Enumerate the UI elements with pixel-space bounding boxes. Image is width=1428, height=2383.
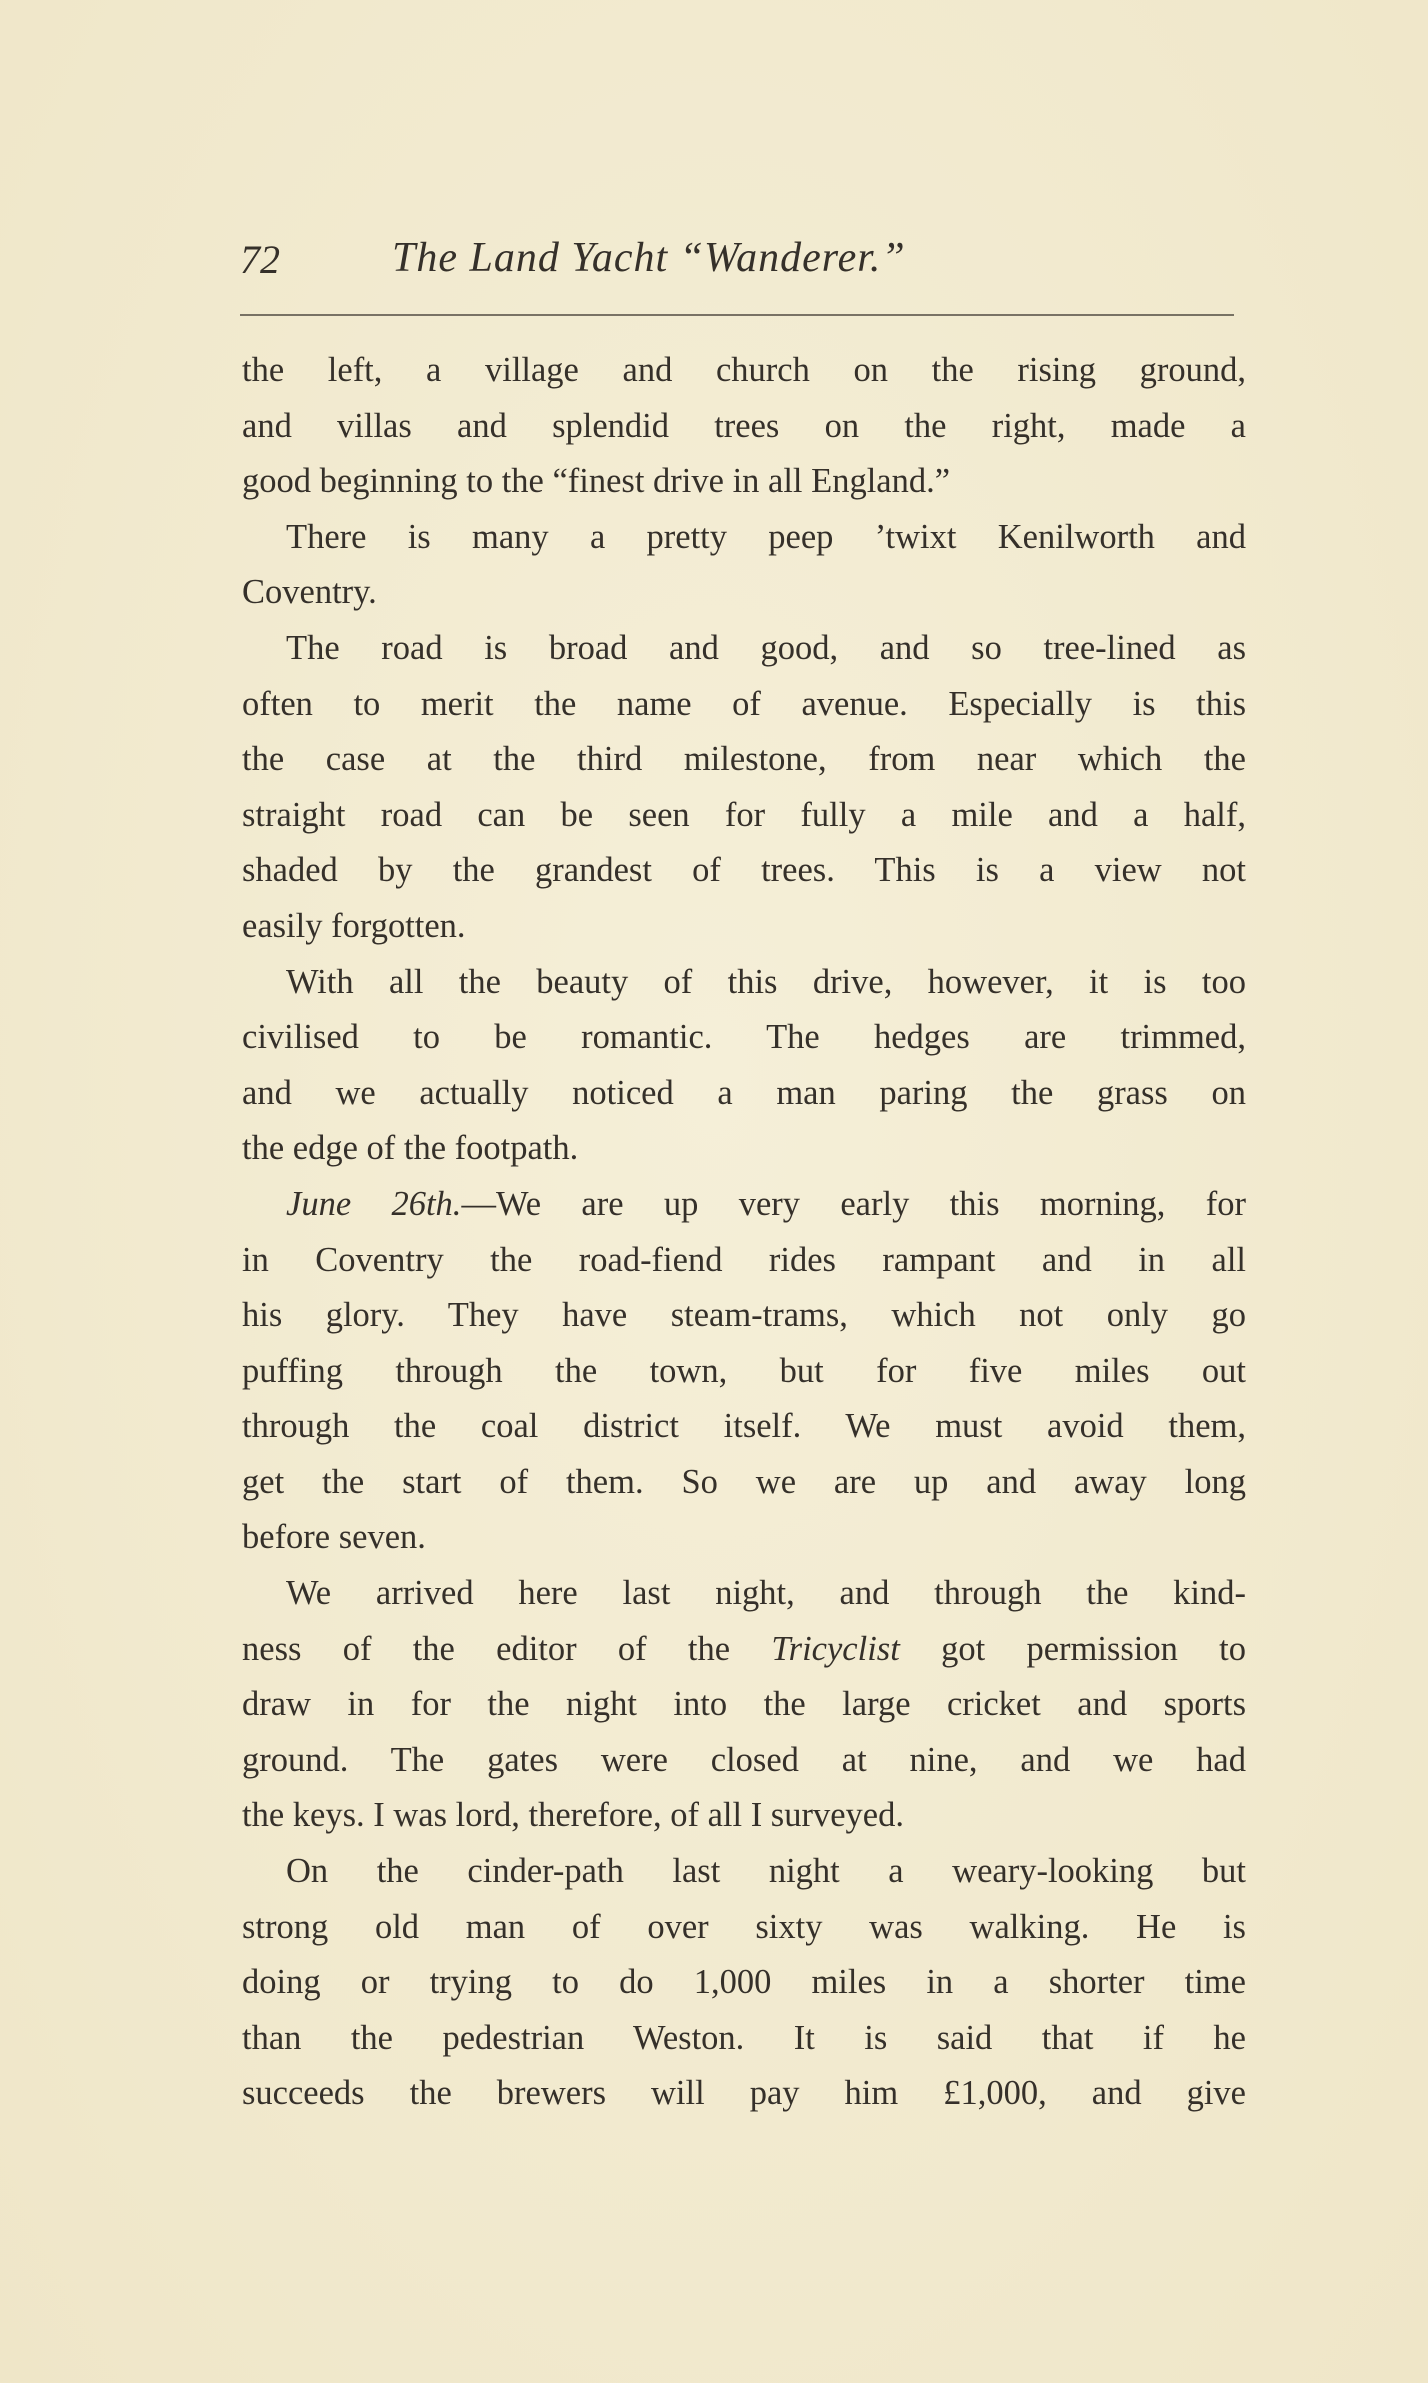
header-rule [240, 314, 1234, 316]
text-line [242, 1457, 1246, 1513]
text-segment: There is many a pretty peep ’twixt Kenilworth and [286, 517, 1246, 556]
text-line [242, 456, 1246, 512]
text-line [242, 1123, 1246, 1179]
text-line [242, 1624, 1246, 1680]
text-line [242, 1235, 1246, 1291]
text-line [242, 567, 1246, 623]
text-line [242, 1290, 1246, 1346]
text-line [242, 345, 1246, 401]
text-segment: ground. The gates were closed at nine, and we had [242, 1740, 1246, 1779]
text-line [242, 623, 1246, 679]
text-segment: doing or trying to do 1,000 miles in a shorter time [242, 1963, 1246, 2002]
body-text [242, 345, 1246, 2124]
text-line [242, 1568, 1246, 1624]
text-segment: —We are up very early this morning, for [461, 1184, 1246, 1223]
text-segment: civilised to be romantic. The hedges are trimmed, [242, 1018, 1246, 1057]
text-segment: draw in for the night into the large cricket and sports [242, 1685, 1246, 1724]
text-line [242, 845, 1246, 901]
text-segment: ness of the editor of the [242, 1629, 772, 1668]
text-segment: shaded by the grandest of trees. This is a view not [242, 851, 1246, 890]
text-line [242, 901, 1246, 957]
text-line [242, 2013, 1246, 2069]
text-line [242, 1179, 1246, 1235]
text-line [242, 2068, 1246, 2124]
text-line [242, 957, 1246, 1013]
text-line [242, 401, 1246, 457]
text-line [242, 1902, 1246, 1958]
text-line [242, 679, 1246, 735]
text-segment: With all the beauty of this drive, however, it is too [286, 962, 1246, 1001]
running-title: The Land Yacht “Wanderer.” [392, 235, 906, 281]
italic-text: June 26th. [286, 1184, 462, 1223]
text-segment: through the coal district itself. We must avoid them, [242, 1407, 1246, 1446]
text-line [242, 1957, 1246, 2013]
text-line [242, 1846, 1246, 1902]
text-line [242, 790, 1246, 846]
text-segment: easily forgotten. [242, 906, 466, 945]
text-segment: before seven. [242, 1518, 426, 1557]
text-segment: often to merit the name of avenue. Especially is this [242, 684, 1246, 723]
text-segment: the case at the third milestone, from near which the [242, 740, 1246, 779]
text-segment: get the start of them. So we are up and away long [242, 1462, 1246, 1501]
italic-text: Tricyclist [771, 1629, 900, 1668]
text-line [242, 1512, 1246, 1568]
text-segment: good beginning to the “finest drive in all England.” [242, 462, 951, 501]
text-line [242, 1401, 1246, 1457]
text-segment: straight road can be seen for fully a mile and a half, [242, 795, 1246, 834]
text-line [242, 512, 1246, 568]
text-line [242, 1346, 1246, 1402]
text-segment: than the pedestrian Weston. It is said that if he [242, 2018, 1246, 2057]
text-segment: his glory. They have steam-trams, which not only go [242, 1296, 1246, 1335]
text-line [242, 1735, 1246, 1791]
text-segment: got permission to [899, 1629, 1246, 1668]
text-segment: the keys. I was lord, therefore, of all I surveyed. [242, 1796, 904, 1835]
text-segment: We arrived here last night, and through the kind- [286, 1574, 1246, 1613]
text-line [242, 1012, 1246, 1068]
text-segment: and we actually noticed a man paring the grass on [242, 1073, 1246, 1112]
text-segment: in Coventry the road-fiend rides rampant and in all [242, 1240, 1246, 1279]
page-number: 72 [240, 237, 280, 282]
text-segment: the edge of the footpath. [242, 1129, 579, 1168]
text-segment: the left, a village and church on the rising ground, [242, 351, 1246, 389]
text-segment: succeeds the brewers will pay him £1,000, and give [242, 2074, 1246, 2113]
text-line [242, 734, 1246, 790]
text-segment: The road is broad and good, and so tree-lined as [286, 628, 1246, 667]
text-line [242, 1790, 1246, 1846]
text-segment: strong old man of over sixty was walking. He is [242, 1907, 1246, 1946]
text-segment: Coventry. [242, 573, 377, 612]
text-segment: puffing through the town, but for five miles out [242, 1351, 1246, 1390]
text-segment: and villas and splendid trees on the right, made a [242, 406, 1246, 445]
text-line [242, 1679, 1246, 1735]
text-line [242, 1068, 1246, 1124]
text-segment: On the cinder-path last night a weary-looking but [286, 1852, 1246, 1891]
